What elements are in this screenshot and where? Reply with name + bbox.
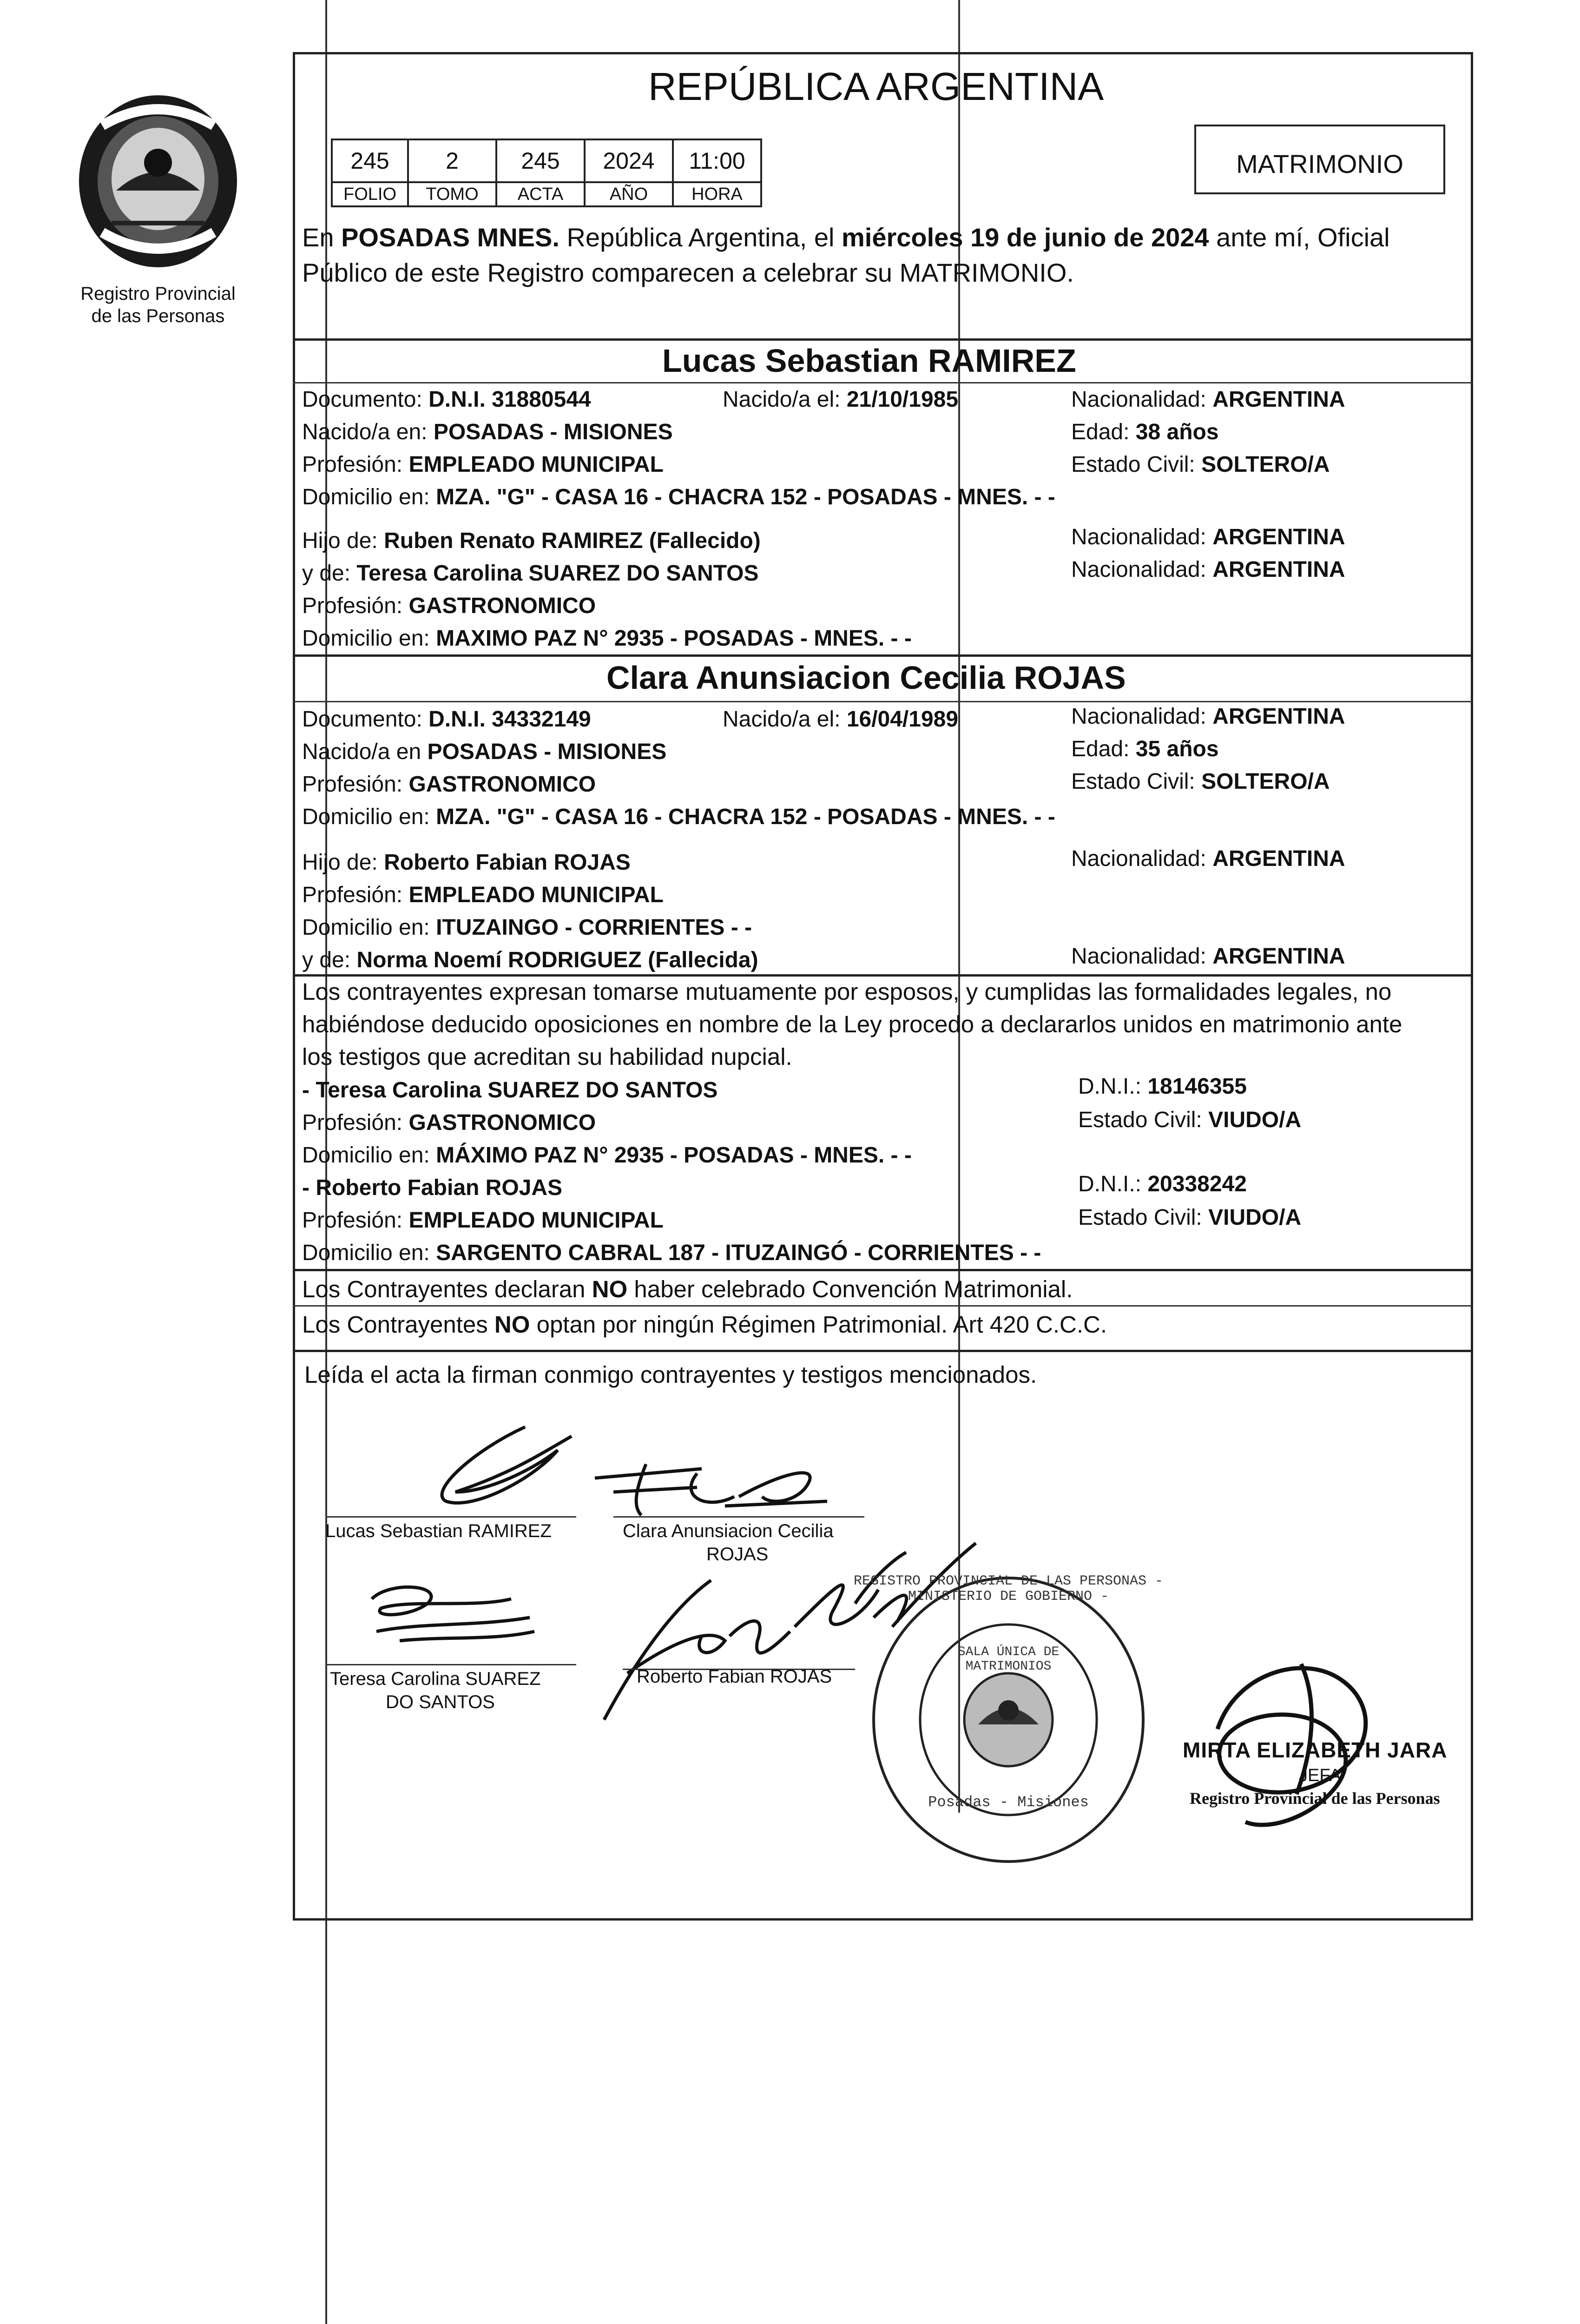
bride-padre-profesion: Profesión: EMPLEADO MUNICIPAL [302, 883, 664, 907]
seal-inner-text: SALA ÚNICA DE MATRIMONIOS [957, 1645, 1060, 1674]
bride-nacido-en: Nacido/a en POSADAS - MISIONES [302, 739, 667, 764]
witness-2-dni: D.N.I.: 20338242 [1078, 1172, 1247, 1196]
declaration-line-1: Los contrayentes expresan tomarse mutuamente por esposos, y cumplidas las formalidades legales, no [302, 978, 1392, 1005]
signature-bride [586, 1455, 836, 1525]
official-name: MIRTA ELIZABETH JARA [1183, 1738, 1448, 1762]
signature-label-witness-1-a: Teresa Carolina SUAREZ [330, 1669, 541, 1689]
country-title: REPÚBLICA ARGENTINA [648, 65, 1104, 108]
note-convencion: Los Contrayentes declaran NO haber celebrado Convención Matrimonial. [302, 1276, 1073, 1302]
groom-padre: Hijo de: Ruben Renato RAMIREZ (Fallecido) [302, 528, 761, 553]
record-folio-label: FOLIO [331, 181, 409, 207]
bride-madre: y de: Norma Noemí RODRIGUEZ (Fallecida) [302, 948, 758, 972]
logo-line-1: Registro Provincial [80, 284, 236, 304]
record-hora-value: 11:00 [672, 139, 762, 183]
signature-line-bride [613, 1516, 864, 1518]
bride-nacionalidad: Nacionalidad: ARGENTINA [1071, 704, 1345, 729]
declaration-line-2: habiéndose deducido oposiciones en nombre de la Ley procedo a declararlos unidos en matrimonio ante [302, 1011, 1402, 1037]
witness-1-profesion: Profesión: GASTRONOMICO [302, 1110, 596, 1135]
groom-domicilio: Domicilio en: MZA. "G" - CASA 16 - CHACRA 152 - POSADAS - MNES. - - [302, 485, 1055, 509]
groom-nacido-el: Nacido/a el: 21/10/1985 [723, 387, 959, 412]
note-regimen: Los Contrayentes NO optan por ningún Régimen Patrimonial. Art 420 C.C.C. [302, 1311, 1107, 1338]
signature-line-witness-1 [325, 1664, 576, 1665]
witness-2-estado: Estado Civil: VIUDO/A [1078, 1205, 1302, 1230]
logo [60, 84, 256, 325]
bride-documento: Documento: D.N.I. 34332149 [302, 707, 591, 732]
record-anio-value: 2024 [584, 139, 674, 183]
closing-text: Leída el acta la firman conmigo contrayentes y testigos mencionados. [304, 1361, 1037, 1388]
signature-witness-1 [353, 1571, 548, 1655]
bride-edad: Edad: 35 años [1071, 737, 1219, 761]
divider-groom-name [293, 382, 1473, 383]
groom-padre-nacionalidad: Nacionalidad: ARGENTINA [1071, 525, 1345, 549]
official-office: Registro Provincial de las Personas [1190, 1789, 1440, 1808]
groom-madre-domicilio: Domicilio en: MAXIMO PAZ N° 2935 - POSADAS - MNES. - - [302, 626, 912, 651]
logo-line-2: de las Personas [91, 306, 225, 326]
divider-bride-name [293, 701, 1473, 702]
bride-madre-nacionalidad: Nacionalidad: ARGENTINA [1071, 944, 1345, 969]
bride-padre: Hijo de: Roberto Fabian ROJAS [302, 850, 631, 875]
intro-place: POSADAS MNES. [341, 223, 560, 252]
groom-profesion: Profesión: EMPLEADO MUNICIPAL [302, 452, 664, 477]
bride-profesion: Profesión: GASTRONOMICO [302, 772, 596, 797]
divider-groom [293, 654, 1473, 657]
groom-madre: y de: Teresa Carolina SUAREZ DO SANTOS [302, 561, 759, 586]
divider-closing [293, 1350, 1473, 1352]
record-folio-value: 245 [331, 139, 409, 183]
seal-icon [864, 1571, 1152, 1868]
declaration-line-3: los testigos que acreditan su habilidad nupcial. [302, 1043, 792, 1070]
divider-notes [293, 1305, 1473, 1307]
act-type-box [1194, 125, 1445, 194]
witness-1-dni: D.N.I.: 18146355 [1078, 1074, 1247, 1099]
witness-1-domicilio: Domicilio en: MÁXIMO PAZ N° 2935 - POSADAS - MNES. - - [302, 1143, 912, 1168]
bride-padre-nacionalidad: Nacionalidad: ARGENTINA [1071, 846, 1345, 871]
record-anio-label: AÑO [584, 181, 674, 207]
bride-name: Clara Anunsiacion Cecilia ROJAS [606, 660, 1126, 696]
signature-label-groom: Lucas Sebastian RAMIREZ [325, 1521, 552, 1541]
record-acta-label: ACTA [495, 181, 586, 207]
signature-groom [418, 1422, 586, 1515]
signature-label-witness-2: Roberto Fabian ROJAS [637, 1666, 832, 1687]
record-tomo-value: 2 [407, 139, 497, 183]
intro-date: miércoles 19 de junio de 2024 [841, 223, 1209, 252]
signature-line-groom [325, 1516, 576, 1518]
bride-estado: Estado Civil: SOLTERO/A [1071, 769, 1330, 794]
witness-1-estado: Estado Civil: VIUDO/A [1078, 1108, 1302, 1132]
bride-padre-domicilio: Domicilio en: ITUZAINGO - CORRIENTES - - [302, 915, 752, 940]
intro-line-2: Público de este Registro comparecen a celebrar su MATRIMONIO. [302, 258, 1074, 287]
groom-name: Lucas Sebastian RAMIREZ [662, 343, 1076, 379]
record-hora-label: HORA [672, 181, 762, 207]
seal-outer-text: REGISTRO PROVINCIAL DE LAS PERSONAS - MINISTERIO DE GOBIERNO - [853, 1573, 1164, 1604]
seal-city: Posadas - Misiones [928, 1794, 1089, 1811]
act-type: MATRIMONIO [1236, 149, 1403, 178]
groom-edad: Edad: 38 años [1071, 420, 1219, 444]
groom-documento: Documento: D.N.I. 31880544 [302, 387, 591, 412]
bride-domicilio: Domicilio en: MZA. "G" - CASA 16 - CHACRA 152 - POSADAS - MNES. - - [302, 805, 1055, 829]
groom-nacido-en: Nacido/a en: POSADAS - MISIONES [302, 420, 673, 444]
divider-bride [293, 974, 1473, 977]
intro-line-1: En POSADAS MNES. República Argentina, el miércoles 19 de junio de 2024 ante mí, Oficial [302, 223, 1390, 252]
witness-2-profesion: Profesión: EMPLEADO MUNICIPAL [302, 1208, 664, 1233]
province-seal-icon [60, 84, 256, 279]
official-seal [853, 1571, 1164, 1868]
record-tomo-label: TOMO [407, 181, 497, 207]
witness-1-name: - Teresa Carolina SUAREZ DO SANTOS [302, 1078, 718, 1103]
signature-label-bride-1: Clara Anunsiacion Cecilia [623, 1521, 834, 1541]
divider-witnesses [293, 1269, 1473, 1271]
groom-nacionalidad: Nacionalidad: ARGENTINA [1071, 387, 1345, 412]
official-role: JEFA [1299, 1766, 1341, 1785]
groom-estado: Estado Civil: SOLTERO/A [1071, 452, 1330, 477]
bride-nacido-el: Nacido/a el: 16/04/1989 [723, 707, 959, 732]
divider-header [293, 338, 1473, 341]
signature-label-witness-1-b: DO SANTOS [386, 1692, 495, 1712]
groom-madre-nacionalidad: Nacionalidad: ARGENTINA [1071, 557, 1345, 582]
witness-2-domicilio: Domicilio en: SARGENTO CABRAL 187 - ITUZAINGÓ - CORRIENTES - - [302, 1241, 1041, 1265]
signature-label-bride-2: ROJAS [706, 1544, 769, 1565]
groom-madre-profesion: Profesión: GASTRONOMICO [302, 594, 596, 618]
record-acta-value: 245 [495, 139, 586, 183]
witness-2-name: - Roberto Fabian ROJAS [302, 1175, 563, 1200]
